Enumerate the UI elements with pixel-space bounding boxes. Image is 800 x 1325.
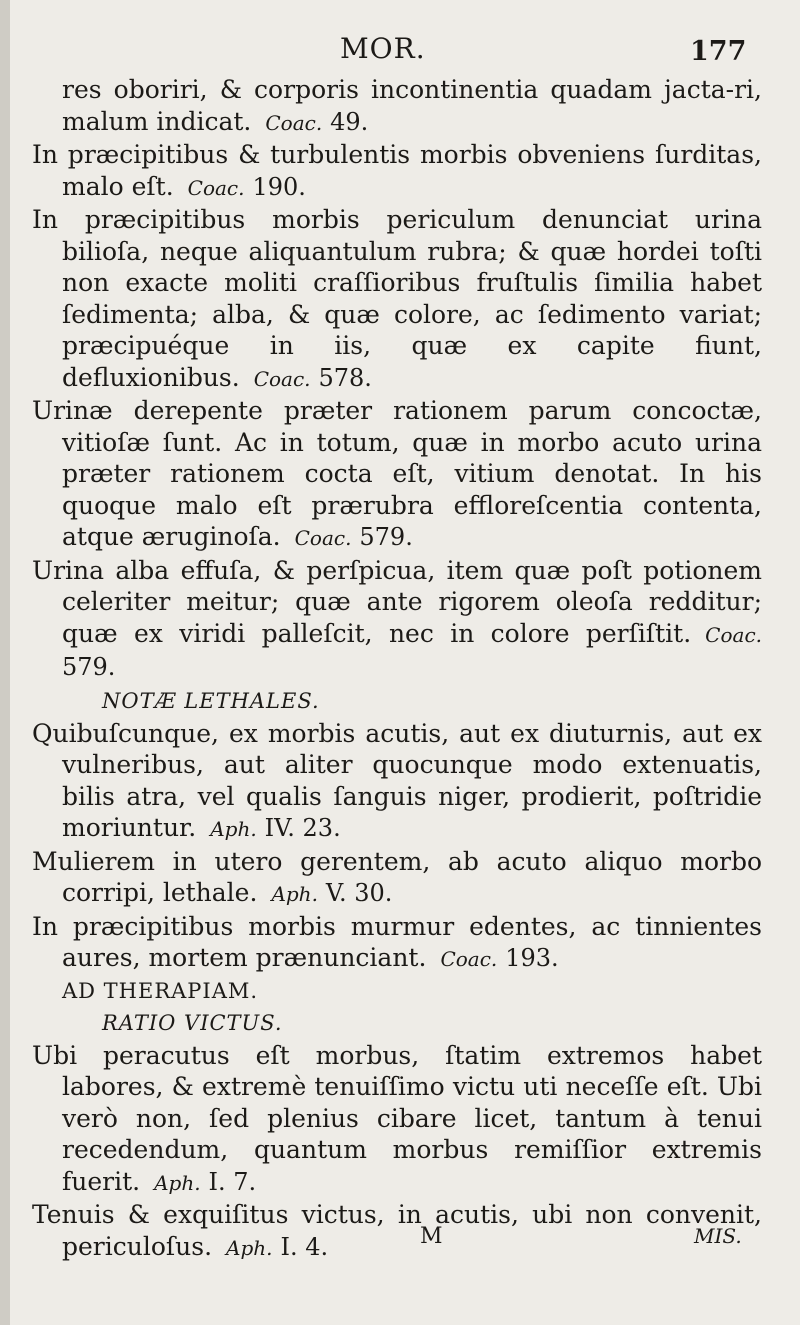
aphorism-entry bbox=[32, 555, 762, 684]
entry-text: Ubi peracutus eſt morbus, ſtatim extremos habet labores, & extremè tenuiſſimo victu uti neceſſe eſt. Ubi verò non, ſed plenius cibare licet, tantum à tenui recedendum, quantum morbus remiſſior extremis fuerit. bbox=[32, 1040, 762, 1196]
aphorism-entry bbox=[32, 204, 762, 395]
entry-text: res oboriri, & corporis incontinentia quadam jacta-ri, malum indicat. bbox=[62, 75, 762, 136]
entry-text: In præcipitibus morbis periculum denunciat urina bilioſa, neque aliquantulum rubra; & quæ hordei toſti non exacte moliti craſſioribus fruſtulis ſimilia habet ſedimenta; alba, & quæ colore, ac ſedimento variat; præcipuéque in iis, quæ ex capite fiunt, defluxionibus. bbox=[32, 205, 762, 392]
entry-number: 49. bbox=[330, 107, 369, 136]
entry-number: 579. bbox=[359, 523, 413, 551]
aphorism-entry bbox=[32, 911, 762, 976]
entry-text: Urinæ derepente præter rationem parum concoctæ, vitioſæ ſunt. Ac in totum, quæ in morbo acuto urina præter rationem cocta eſt, vitium denotat. In his quoque malo eſt prærubra effloreſcentia contenta, atque æruginoſa. bbox=[32, 396, 762, 551]
aphorism-entry bbox=[32, 139, 762, 204]
section-heading: NOTÆ LETHALES. bbox=[102, 688, 320, 713]
entry-reference: Aph. bbox=[226, 1235, 273, 1260]
entry-number: I. 4. bbox=[280, 1232, 329, 1261]
page-footer bbox=[0, 1224, 800, 1254]
aphorism-entry bbox=[32, 846, 762, 911]
running-head: MOR. bbox=[340, 32, 426, 65]
entry-number: 578. bbox=[318, 363, 372, 392]
entry-reference: Aph. bbox=[210, 817, 257, 841]
entry-number: V. 30. bbox=[325, 879, 393, 907]
entry-text: Quibuſcunque, ex morbis acutis, aut ex diuturnis, aut ex vulneribus, aut aliter quocunque modo extenuatis, bilis atra, vel qualis ſanguis niger, prodierit, poſtridie moriuntur. bbox=[32, 718, 762, 842]
entry-text: Mulierem in utero gerentem, ab acuto aliquo morbo corripi, lethale. bbox=[32, 846, 762, 907]
entry-reference: Coac. bbox=[440, 947, 498, 971]
entry-reference: Aph. bbox=[271, 882, 318, 906]
section-heading: AD THERAPIAM. bbox=[62, 978, 259, 1003]
aphorism-entry bbox=[32, 718, 762, 846]
subsection-heading: RATIO VICTUS. bbox=[102, 1010, 283, 1035]
page-gutter-shadow bbox=[0, 0, 10, 1325]
entry-number: I. 7. bbox=[208, 1167, 257, 1196]
aphorism-entry bbox=[32, 74, 762, 139]
aphorism-entry bbox=[32, 1040, 762, 1200]
page-body bbox=[32, 74, 762, 1264]
entry-text: Urina alba effuſa, & perſpicua, item quæ poſt potionem celeriter meitur; quæ ante rigorem oleoſa redditur; quæ ex viridi palleſcit, nec in colore perſiſtit. bbox=[32, 555, 762, 648]
entry-text: Tenuis & exquiſitus victus, in acutis, ubi non convenit, periculoſus. bbox=[32, 1200, 762, 1261]
page-number: 177 bbox=[690, 36, 747, 67]
entry-reference: Coac. bbox=[253, 366, 311, 391]
entry-number: 579. bbox=[62, 653, 116, 681]
entry-number: IV. 23. bbox=[264, 814, 341, 842]
entry-text: In præcipitibus & turbulentis morbis obveniens ſurditas, malo eſt. bbox=[32, 140, 762, 201]
entry-number: 190. bbox=[252, 172, 306, 201]
aphorism-entry bbox=[32, 395, 762, 555]
catchword: MIS. bbox=[694, 1224, 742, 1248]
entry-reference: Aph. bbox=[154, 1170, 201, 1195]
page-header bbox=[0, 30, 800, 70]
entry-text: In præcipitibus morbis murmur edentes, ac tinnientes aures, mortem prænunciant. bbox=[32, 911, 762, 972]
signature-mark: M bbox=[420, 1224, 443, 1249]
entry-reference: Coac. bbox=[294, 526, 352, 550]
entry-reference: Coac. bbox=[187, 175, 245, 200]
entry-reference: Coac. bbox=[705, 622, 762, 647]
entry-reference: Coac. bbox=[265, 110, 323, 135]
entry-number: 193. bbox=[505, 944, 559, 972]
